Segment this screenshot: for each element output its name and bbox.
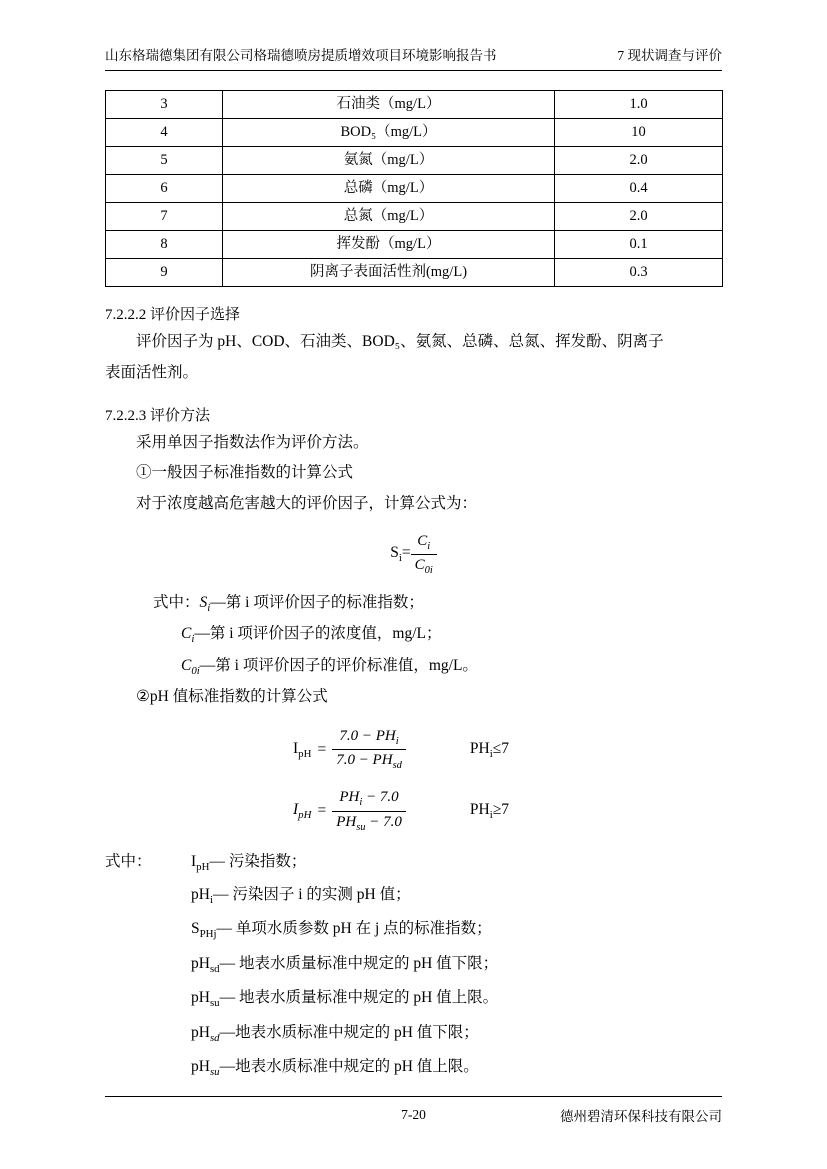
- paragraph-high-conc: 对于浓度越高危害越大的评价因子，计算公式为：: [136, 494, 478, 512]
- cell-value: 2.0: [555, 147, 723, 175]
- cell-item: 总氮（mg/L）: [223, 203, 555, 231]
- table-row: [106, 91, 723, 119]
- cell-value: 0.3: [555, 259, 723, 287]
- cell-no: 6: [106, 175, 223, 203]
- formula1-lhs: $S_i=$: [390, 544, 411, 565]
- footer-company: 德州碧清环保科技有限公司: [560, 1109, 722, 1124]
- cell-item: 氨氮（mg/L）: [223, 147, 555, 175]
- cell-no: 4: [106, 119, 223, 147]
- paragraph-general-index: ①一般因子标准指数的计算公式: [136, 464, 354, 482]
- formula3-condition: $PH_i\ge 7$: [469, 801, 510, 822]
- table-row: [106, 203, 723, 231]
- cell-value: 0.1: [555, 231, 723, 259]
- formula2-lhs: $I_{pH}$: [293, 739, 312, 760]
- cell-no: 3: [106, 91, 223, 119]
- cell-item: BOD₅（mg/L）: [223, 119, 555, 147]
- table-row: [106, 175, 723, 203]
- where-line-phsu: $pH_{su}—$ 地表水质量标准中规定的 pH 值上限。: [191, 989, 499, 1010]
- cell-no: 8: [106, 231, 223, 259]
- where-label: 式中：: [105, 852, 152, 870]
- table-row: [106, 259, 723, 287]
- page-footer: [105, 1096, 722, 1125]
- paragraph-factors-2: 表面活性剂。: [105, 363, 199, 381]
- where-line-phi: $pH_i—$ 污染因子 i 的实测 pH 值；: [191, 885, 411, 907]
- page-header: [105, 0, 722, 71]
- formula-ph-le7: [293, 726, 722, 773]
- formula3-numerator: $PH_i - 7.0$: [332, 787, 406, 811]
- header-title-right: 7 现状调查与评价: [617, 48, 722, 63]
- cell-value: 1.0: [555, 91, 723, 119]
- paragraph-method: 采用单因子指数法作为评价方法。: [136, 434, 369, 452]
- where-line-phsu-alt: $pH_{su}—$地表水质标准中规定的 pH 值上限。: [191, 1058, 479, 1079]
- section-heading-7223: 7.2.2.3 评价方法: [105, 407, 211, 424]
- formula1-fraction: [411, 531, 437, 578]
- cell-no: 7: [106, 203, 223, 231]
- formula3-lhs: $I_{pH}$: [293, 801, 312, 822]
- formula3-fraction: [332, 787, 406, 834]
- formula-ph-ge7: [293, 787, 722, 834]
- table-row: [106, 119, 723, 147]
- formula2-denominator: $7.0 - PH_{sd}$: [336, 752, 402, 772]
- cell-value: 0.4: [555, 175, 723, 203]
- where-line-si: 式中：$S_i—$第 i 项评价因子的标准指数；: [153, 594, 424, 615]
- table-row: [106, 147, 723, 175]
- page-number: 7-20: [401, 1107, 426, 1122]
- formula1-denominator: $C_{0i}$: [414, 556, 433, 576]
- where-line-ci: $C_i—$第 i 项评价因子的浓度值，mg/L；: [181, 625, 442, 646]
- where-line-iph: $I_{pH}—$ 污染指数；: [191, 852, 307, 873]
- cell-no: 9: [106, 259, 223, 287]
- formula3-equals: =: [317, 802, 327, 820]
- header-title-left: 山东格瑞德集团有限公司格瑞德喷房提质增效项目环境影响报告书: [105, 48, 497, 63]
- cell-value: 10: [555, 119, 723, 147]
- formula2-equals: =: [317, 740, 327, 758]
- cell-value: 2.0: [555, 203, 723, 231]
- formula-standard-index: [105, 531, 722, 578]
- cell-item: 总磷（mg/L）: [223, 175, 555, 203]
- where-line-c0i: $C_{0i}—$第 i 项评价因子的评价标准值，mg/L。: [181, 656, 478, 677]
- formula2-fraction: [332, 726, 406, 773]
- table-body: [106, 91, 723, 287]
- formula2-numerator: $7.0 - PH_i$: [332, 726, 406, 750]
- table-row: [106, 231, 723, 259]
- formula2-condition: $PH_i\le 7$: [469, 739, 510, 760]
- cell-item: 阴离子表面活性剂(mg/L): [223, 259, 555, 287]
- paragraph-factors-1: 评价因子为 pH、COD、石油类、BOD₅、氨氮、总磷、总氮、挥发酚、阴离子: [136, 333, 664, 351]
- water-standard-table: [105, 90, 723, 287]
- cell-item: 挥发酚（mg/L）: [223, 231, 555, 259]
- where-line-phsd-alt: $pH_{sd}—$地表水质标准中规定的 pH 值下限；: [191, 1023, 479, 1044]
- paragraph-ph-index: ②pH 值标准指数的计算公式: [136, 687, 328, 705]
- formula1-numerator: $C_i$: [411, 531, 437, 555]
- where-line-sphj: $S_{PHj}—$ 单项水质参数 pH 在 j 点的标准指数；: [191, 920, 492, 941]
- cell-item: 石油类（mg/L）: [223, 91, 555, 119]
- formula3-denominator: $PH_{su} - 7.0$: [336, 813, 402, 833]
- section-heading-7222: 7.2.2.2 评价因子选择: [105, 307, 241, 324]
- where-label-row: [105, 847, 722, 878]
- cell-no: 5: [106, 147, 223, 175]
- where-line-phsd: $pH_{sd}—$ 地表水质量标准中规定的 pH 值下限；: [191, 954, 499, 975]
